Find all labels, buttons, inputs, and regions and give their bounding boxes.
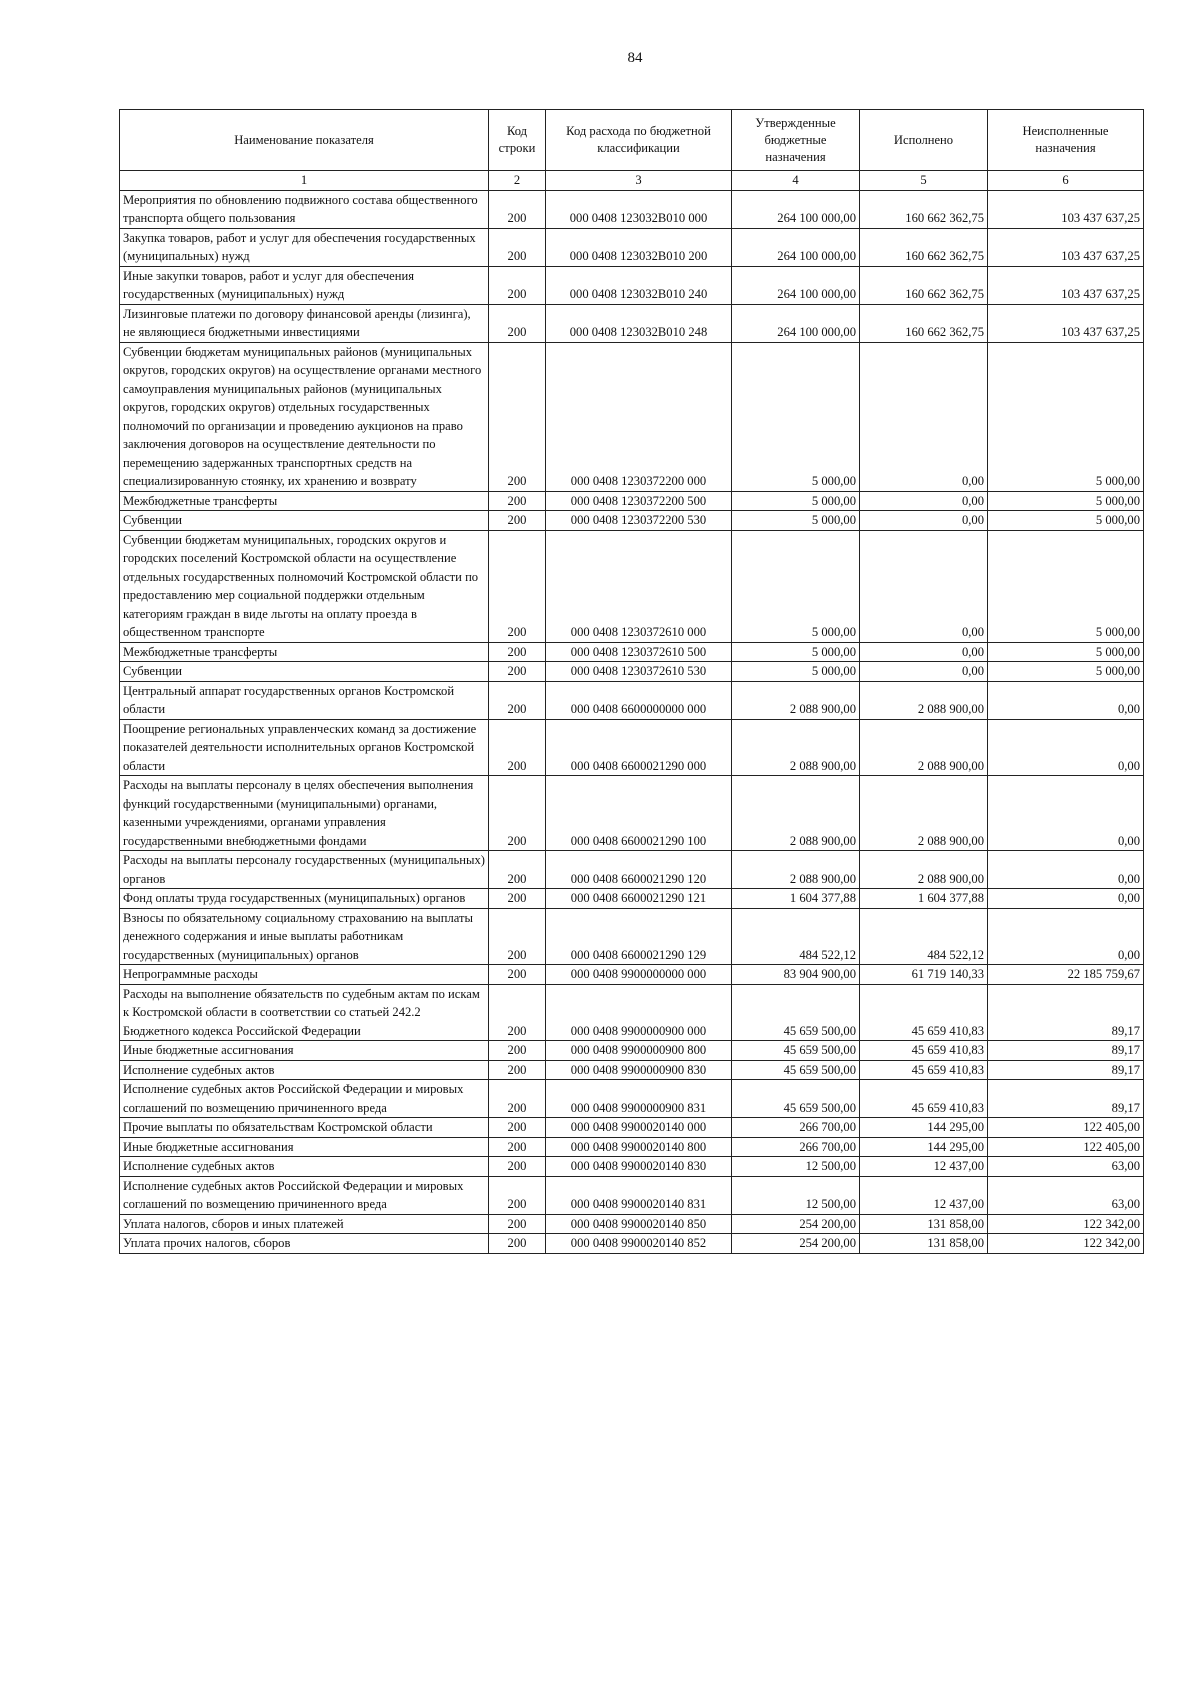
column-number-row xyxy=(120,171,1144,191)
table-row xyxy=(120,1157,1144,1177)
row-approved: 45 659 500,00 xyxy=(732,1041,860,1061)
row-expense-code: 000 0408 9900000900 830 xyxy=(546,1060,732,1080)
row-executed: 45 659 410,83 xyxy=(860,1080,988,1118)
row-executed: 45 659 410,83 xyxy=(860,1060,988,1080)
row-executed: 1 604 377,88 xyxy=(860,889,988,909)
row-unexecuted: 103 437 637,25 xyxy=(988,228,1144,266)
row-unexecuted: 63,00 xyxy=(988,1157,1144,1177)
row-expense-code: 000 0408 1230372200 000 xyxy=(546,342,732,491)
row-line-code: 200 xyxy=(489,1176,546,1214)
row-unexecuted: 122 405,00 xyxy=(988,1118,1144,1138)
header-line-code: Код строки xyxy=(489,110,546,171)
row-executed: 484 522,12 xyxy=(860,908,988,965)
row-line-code: 200 xyxy=(489,511,546,531)
row-executed: 61 719 140,33 xyxy=(860,965,988,985)
row-name: Субвенции бюджетам муниципальных районов (муниципальных округов, городских округов) на осуществление органами местного самоуправления муниципальных районов (муниципальных округов, городских округов) отдельных государственных полномочий по организации и проведению аукционов на право заключения договоров на осуществление деятельности по перемещению задержанных транспортных средств на специализированную стоянку, их хранению и возврату xyxy=(120,342,489,491)
row-line-code: 200 xyxy=(489,1214,546,1234)
table-row xyxy=(120,1080,1144,1118)
row-line-code: 200 xyxy=(489,190,546,228)
row-approved: 45 659 500,00 xyxy=(732,984,860,1041)
column-number: 6 xyxy=(988,171,1144,191)
row-executed: 0,00 xyxy=(860,662,988,682)
header-approved: Утвержденные бюджетные назначения xyxy=(732,110,860,171)
row-approved: 45 659 500,00 xyxy=(732,1080,860,1118)
row-expense-code: 000 0408 9900020140 800 xyxy=(546,1137,732,1157)
header-name: Наименование показателя xyxy=(120,110,489,171)
row-unexecuted: 5 000,00 xyxy=(988,642,1144,662)
row-approved: 2 088 900,00 xyxy=(732,776,860,851)
table-row xyxy=(120,1060,1144,1080)
table-row xyxy=(120,1137,1144,1157)
table-row xyxy=(120,1234,1144,1254)
table-row xyxy=(120,1214,1144,1234)
row-unexecuted: 0,00 xyxy=(988,681,1144,719)
row-approved: 264 100 000,00 xyxy=(732,228,860,266)
row-name: Прочие выплаты по обязательствам Костромской области xyxy=(120,1118,489,1138)
table-row xyxy=(120,491,1144,511)
row-approved: 2 088 900,00 xyxy=(732,719,860,776)
row-expense-code: 000 0408 1230372200 500 xyxy=(546,491,732,511)
table-row xyxy=(120,908,1144,965)
table-row xyxy=(120,965,1144,985)
row-expense-code: 000 0408 9900020140 830 xyxy=(546,1157,732,1177)
table-row xyxy=(120,642,1144,662)
row-name: Иные закупки товаров, работ и услуг для обеспечения государственных (муниципальных) нужд xyxy=(120,266,489,304)
row-line-code: 200 xyxy=(489,776,546,851)
row-expense-code: 000 0408 9900020140 850 xyxy=(546,1214,732,1234)
column-number: 2 xyxy=(489,171,546,191)
row-line-code: 200 xyxy=(489,908,546,965)
table-row xyxy=(120,719,1144,776)
table-row xyxy=(120,190,1144,228)
row-expense-code: 000 0408 1230372610 530 xyxy=(546,662,732,682)
row-executed: 2 088 900,00 xyxy=(860,719,988,776)
row-name: Взносы по обязательному социальному страхованию на выплаты денежного содержания и иные выплаты работникам государственных (муниципальных) органов xyxy=(120,908,489,965)
row-approved: 12 500,00 xyxy=(732,1157,860,1177)
row-unexecuted: 89,17 xyxy=(988,984,1144,1041)
row-name: Иные бюджетные ассигнования xyxy=(120,1041,489,1061)
row-approved: 5 000,00 xyxy=(732,530,860,642)
row-approved: 12 500,00 xyxy=(732,1176,860,1214)
row-line-code: 200 xyxy=(489,1060,546,1080)
row-line-code: 200 xyxy=(489,681,546,719)
row-unexecuted: 122 342,00 xyxy=(988,1214,1144,1234)
row-name: Мероприятия по обновлению подвижного состава общественного транспорта общего пользования xyxy=(120,190,489,228)
column-number: 5 xyxy=(860,171,988,191)
table-row xyxy=(120,851,1144,889)
table-row xyxy=(120,662,1144,682)
row-name: Лизинговые платежи по договору финансовой аренды (лизинга), не являющиеся бюджетными инвестициями xyxy=(120,304,489,342)
row-line-code: 200 xyxy=(489,1041,546,1061)
table-row xyxy=(120,889,1144,909)
row-executed: 0,00 xyxy=(860,511,988,531)
row-executed: 144 295,00 xyxy=(860,1137,988,1157)
table-row xyxy=(120,228,1144,266)
row-executed: 2 088 900,00 xyxy=(860,851,988,889)
row-unexecuted: 5 000,00 xyxy=(988,511,1144,531)
row-name: Расходы на выполнение обязательств по судебным актам по искам к Костромской области в соответствии со статьей 242.2 Бюджетного кодекса Российской Федерации xyxy=(120,984,489,1041)
row-name: Поощрение региональных управленческих команд за достижение показателей деятельности исполнительных органов Костромской области xyxy=(120,719,489,776)
row-executed: 131 858,00 xyxy=(860,1234,988,1254)
row-expense-code: 000 0408 9900020140 000 xyxy=(546,1118,732,1138)
row-expense-code: 000 0408 1230372610 000 xyxy=(546,530,732,642)
row-line-code: 200 xyxy=(489,1234,546,1254)
row-line-code: 200 xyxy=(489,491,546,511)
row-expense-code: 000 0408 6600021290 120 xyxy=(546,851,732,889)
table-row xyxy=(120,530,1144,642)
row-expense-code: 000 0408 123032В010 240 xyxy=(546,266,732,304)
row-approved: 5 000,00 xyxy=(732,342,860,491)
row-unexecuted: 5 000,00 xyxy=(988,491,1144,511)
row-expense-code: 000 0408 123032В010 000 xyxy=(546,190,732,228)
row-unexecuted: 5 000,00 xyxy=(988,662,1144,682)
column-number: 3 xyxy=(546,171,732,191)
row-expense-code: 000 0408 6600021290 100 xyxy=(546,776,732,851)
row-name: Расходы на выплаты персоналу в целях обеспечения выполнения функций государственными (муниципальными) органами, казенными учреждениями, органами управления государственными внебюджетными фондами xyxy=(120,776,489,851)
row-line-code: 200 xyxy=(489,719,546,776)
row-executed: 12 437,00 xyxy=(860,1157,988,1177)
row-unexecuted: 89,17 xyxy=(988,1080,1144,1118)
page-number: 84 xyxy=(627,50,643,66)
row-executed: 131 858,00 xyxy=(860,1214,988,1234)
row-executed: 0,00 xyxy=(860,491,988,511)
column-number: 4 xyxy=(732,171,860,191)
row-expense-code: 000 0408 9900020140 831 xyxy=(546,1176,732,1214)
header-expense-code: Код расхода по бюджетной классификации xyxy=(546,110,732,171)
row-approved: 5 000,00 xyxy=(732,511,860,531)
header-executed: Исполнено xyxy=(860,110,988,171)
row-expense-code: 000 0408 9900000000 000 xyxy=(546,965,732,985)
row-line-code: 200 xyxy=(489,1157,546,1177)
row-expense-code: 000 0408 9900000900 000 xyxy=(546,984,732,1041)
row-line-code: 200 xyxy=(489,530,546,642)
row-line-code: 200 xyxy=(489,889,546,909)
row-unexecuted: 103 437 637,25 xyxy=(988,304,1144,342)
row-unexecuted: 122 405,00 xyxy=(988,1137,1144,1157)
row-executed: 45 659 410,83 xyxy=(860,1041,988,1061)
row-unexecuted: 5 000,00 xyxy=(988,530,1144,642)
row-line-code: 200 xyxy=(489,851,546,889)
row-line-code: 200 xyxy=(489,965,546,985)
row-approved: 2 088 900,00 xyxy=(732,851,860,889)
row-name: Непрограммные расходы xyxy=(120,965,489,985)
row-approved: 264 100 000,00 xyxy=(732,190,860,228)
row-approved: 5 000,00 xyxy=(732,662,860,682)
row-approved: 484 522,12 xyxy=(732,908,860,965)
row-executed: 2 088 900,00 xyxy=(860,681,988,719)
table-row xyxy=(120,342,1144,491)
row-executed: 160 662 362,75 xyxy=(860,266,988,304)
row-executed: 45 659 410,83 xyxy=(860,984,988,1041)
row-name: Иные бюджетные ассигнования xyxy=(120,1137,489,1157)
budget-execution-table xyxy=(119,109,1144,1254)
row-line-code: 200 xyxy=(489,642,546,662)
row-name: Исполнение судебных актов xyxy=(120,1157,489,1177)
row-executed: 160 662 362,75 xyxy=(860,190,988,228)
row-expense-code: 000 0408 6600021290 000 xyxy=(546,719,732,776)
row-approved: 2 088 900,00 xyxy=(732,681,860,719)
row-expense-code: 000 0408 1230372610 500 xyxy=(546,642,732,662)
row-approved: 266 700,00 xyxy=(732,1137,860,1157)
row-unexecuted: 0,00 xyxy=(988,851,1144,889)
row-line-code: 200 xyxy=(489,228,546,266)
row-unexecuted: 0,00 xyxy=(988,908,1144,965)
row-executed: 0,00 xyxy=(860,530,988,642)
table-row xyxy=(120,984,1144,1041)
table-row xyxy=(120,1118,1144,1138)
table-row xyxy=(120,776,1144,851)
row-line-code: 200 xyxy=(489,1080,546,1118)
table-row xyxy=(120,1041,1144,1061)
row-executed: 0,00 xyxy=(860,642,988,662)
row-line-code: 200 xyxy=(489,304,546,342)
row-name: Исполнение судебных актов Российской Федерации и мировых соглашений по возмещению причиненного вреда xyxy=(120,1080,489,1118)
row-line-code: 200 xyxy=(489,1137,546,1157)
row-unexecuted: 5 000,00 xyxy=(988,342,1144,491)
row-expense-code: 000 0408 9900000900 800 xyxy=(546,1041,732,1061)
row-name: Уплата прочих налогов, сборов xyxy=(120,1234,489,1254)
row-name: Субвенции xyxy=(120,511,489,531)
row-unexecuted: 0,00 xyxy=(988,776,1144,851)
header-unexecuted: Неисполненные назначения xyxy=(988,110,1144,171)
row-expense-code: 000 0408 9900000900 831 xyxy=(546,1080,732,1118)
row-line-code: 200 xyxy=(489,342,546,491)
row-approved: 5 000,00 xyxy=(732,642,860,662)
row-expense-code: 000 0408 6600021290 129 xyxy=(546,908,732,965)
row-unexecuted: 89,17 xyxy=(988,1060,1144,1080)
row-name: Субвенции xyxy=(120,662,489,682)
row-unexecuted: 22 185 759,67 xyxy=(988,965,1144,985)
row-approved: 5 000,00 xyxy=(732,491,860,511)
row-name: Межбюджетные трансферты xyxy=(120,491,489,511)
row-unexecuted: 0,00 xyxy=(988,889,1144,909)
table-body xyxy=(120,190,1144,1253)
row-expense-code: 000 0408 123032В010 248 xyxy=(546,304,732,342)
table-row xyxy=(120,304,1144,342)
row-expense-code: 000 0408 9900020140 852 xyxy=(546,1234,732,1254)
row-unexecuted: 0,00 xyxy=(988,719,1144,776)
table-row xyxy=(120,681,1144,719)
row-expense-code: 000 0408 1230372200 530 xyxy=(546,511,732,531)
row-unexecuted: 122 342,00 xyxy=(988,1234,1144,1254)
row-executed: 2 088 900,00 xyxy=(860,776,988,851)
row-executed: 0,00 xyxy=(860,342,988,491)
table-row xyxy=(120,266,1144,304)
row-approved: 254 200,00 xyxy=(732,1214,860,1234)
row-approved: 45 659 500,00 xyxy=(732,1060,860,1080)
row-approved: 1 604 377,88 xyxy=(732,889,860,909)
header-row xyxy=(120,110,1144,171)
row-approved: 264 100 000,00 xyxy=(732,266,860,304)
row-approved: 264 100 000,00 xyxy=(732,304,860,342)
row-name: Центральный аппарат государственных органов Костромской области xyxy=(120,681,489,719)
column-number: 1 xyxy=(120,171,489,191)
row-name: Исполнение судебных актов Российской Федерации и мировых соглашений по возмещению причиненного вреда xyxy=(120,1176,489,1214)
row-approved: 83 904 900,00 xyxy=(732,965,860,985)
row-name: Фонд оплаты труда государственных (муниципальных) органов xyxy=(120,889,489,909)
row-unexecuted: 63,00 xyxy=(988,1176,1144,1214)
row-executed: 144 295,00 xyxy=(860,1118,988,1138)
row-executed: 160 662 362,75 xyxy=(860,304,988,342)
row-unexecuted: 103 437 637,25 xyxy=(988,266,1144,304)
row-name: Межбюджетные трансферты xyxy=(120,642,489,662)
row-line-code: 200 xyxy=(489,984,546,1041)
row-line-code: 200 xyxy=(489,662,546,682)
row-name: Расходы на выплаты персоналу государственных (муниципальных) органов xyxy=(120,851,489,889)
row-unexecuted: 89,17 xyxy=(988,1041,1144,1061)
row-expense-code: 000 0408 6600021290 121 xyxy=(546,889,732,909)
row-name: Субвенции бюджетам муниципальных, городских округов и городских поселений Костромской области на осуществление отдельных государственных полномочий Костромской области по предоставлению мер социальной поддержки отдельным категориям граждан в виде льготы на оплату проезда в общественном транспорте xyxy=(120,530,489,642)
table-row xyxy=(120,511,1144,531)
row-approved: 266 700,00 xyxy=(732,1118,860,1138)
row-unexecuted: 103 437 637,25 xyxy=(988,190,1144,228)
row-line-code: 200 xyxy=(489,1118,546,1138)
row-executed: 12 437,00 xyxy=(860,1176,988,1214)
row-approved: 254 200,00 xyxy=(732,1234,860,1254)
row-expense-code: 000 0408 123032В010 200 xyxy=(546,228,732,266)
row-line-code: 200 xyxy=(489,266,546,304)
row-expense-code: 000 0408 6600000000 000 xyxy=(546,681,732,719)
row-name: Исполнение судебных актов xyxy=(120,1060,489,1080)
row-executed: 160 662 362,75 xyxy=(860,228,988,266)
row-name: Уплата налогов, сборов и иных платежей xyxy=(120,1214,489,1234)
row-name: Закупка товаров, работ и услуг для обеспечения государственных (муниципальных) нужд xyxy=(120,228,489,266)
table-row xyxy=(120,1176,1144,1214)
